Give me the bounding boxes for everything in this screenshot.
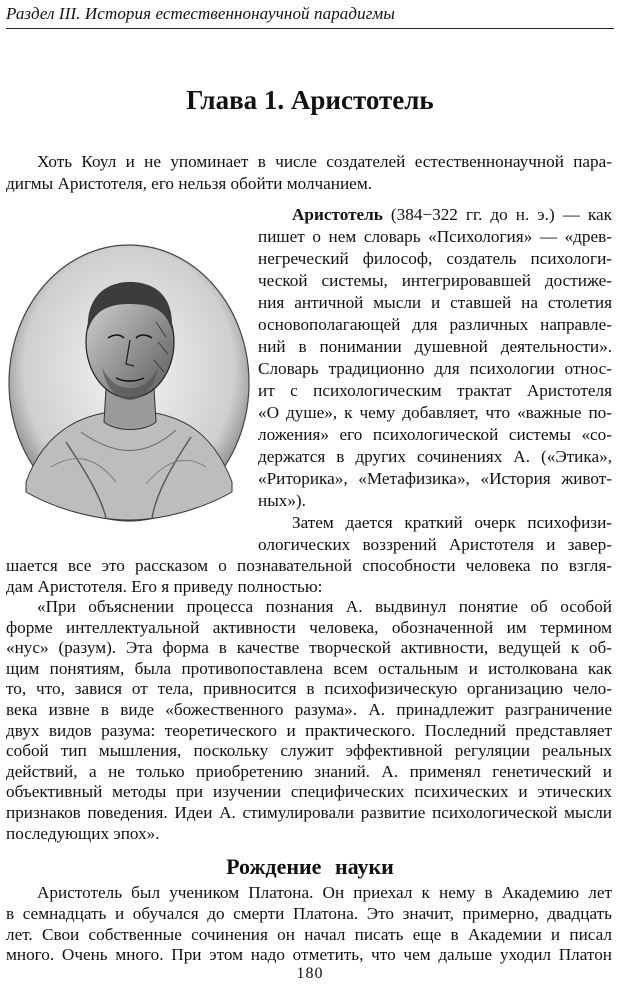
aristotle-portrait: [6, 242, 252, 524]
side-line: ческой системы, интегрировавшей достиже-: [258, 271, 612, 290]
section-line: много. Очень много. При этом надо отметить, что чем дальше уходил Платон: [6, 945, 612, 965]
section-line: лет. Свои собственные сочинения он начал писать еще в Академии и писал: [6, 924, 612, 944]
quote-line: признаков поведения. Идеи А. стимулировали развитие психологической мысли: [6, 802, 612, 822]
quote-line: собой тип мышления, поскольку служит эффективной регуляции реальных: [6, 741, 612, 761]
side-line: «Риторика», «Метафизика», «История живот-: [258, 469, 612, 488]
side-line: ний в понимании душевной деятельности».: [258, 337, 612, 356]
running-header: Раздел III. История естественнонаучной парадигмы: [6, 4, 614, 29]
quote-line: двух видов разума: теоретического и практического. Последний представляет: [6, 720, 612, 740]
side-line: ложения» его психологической системы «со-: [258, 425, 612, 444]
side-line: пишет о нем словарь «Психология» — «древ-: [258, 227, 612, 246]
side-line: Словарь традиционно для психологии относ-: [258, 359, 612, 378]
quote-line: щим понятиям, была противопоставлена всем остальным и истолкована как: [6, 658, 612, 678]
intro-line: дигмы Аристотеля, его нельзя обойти молчанием.: [6, 174, 372, 193]
quote-line: века извне в виде «божественного разума». А. принадлежит разграничение: [6, 700, 612, 720]
side-line: основополагающей для различных направле-: [258, 315, 612, 334]
quote-line: «нус» (разум). Эта форма в качестве творческой активности, ведущей к об-: [6, 638, 612, 658]
chapter-title: Глава 1. Аристотель: [186, 85, 434, 115]
quote-line: действий, а не только приобретению знаний. А. применял генетический и: [6, 761, 612, 781]
section-title: Рождение науки: [226, 854, 394, 880]
side-line: ния античной мысли и ставшей на столетия: [258, 293, 612, 312]
quote-line: объективный методы при изучении специфических психических и этических: [6, 782, 612, 802]
quote-line: форме интеллектуальной активности человека, обозначенной им термином: [6, 617, 612, 637]
side-line: «О душе», к чему добавляет, что «важные по-: [258, 403, 612, 422]
side-first-bold: Аристотель: [292, 205, 383, 224]
body-line: шается все это рассказом о познавательной способности человека по взгля-: [6, 555, 612, 575]
body-line: дам Аристотеля. Его я приведу полностью:: [6, 576, 323, 596]
side-first-line: [292, 204, 612, 226]
quote-line: «При объяснении процесса познания А. выдвинул понятие об особой: [37, 597, 612, 617]
page-number: 180: [296, 964, 324, 982]
aristotle-bust-icon: [6, 242, 252, 524]
side-first-rest: (384−322 гг. до н. э.) — как: [382, 205, 612, 224]
side-line: Затем дается краткий очерк психофизи-: [292, 513, 612, 532]
side-line: негреческий философ, создатель психологи-: [258, 249, 612, 268]
section-line: Аристотель был учеником Платона. Он приехал к нему в Академию лет: [37, 883, 612, 903]
side-line: держатся в других сочинениях А. («Этика»,: [258, 447, 612, 466]
side-line: ит с психологическим трактат Аристотеля: [258, 381, 612, 400]
quote-line: последующих эпох».: [6, 823, 160, 843]
side-line: ных»).: [258, 491, 306, 510]
section-line: в семнадцать и обучался до смерти Платона. Это значит, примерно, двадцать: [6, 904, 612, 924]
intro-line: Хоть Коул и не упоминает в числе создателей естественнонаучной пара-: [37, 152, 612, 171]
side-line: ологических воззрений Аристотеля и завер-: [258, 535, 612, 554]
quote-line: то, что, завися от тела, привносится в психофизическую организацию чело-: [6, 679, 612, 699]
